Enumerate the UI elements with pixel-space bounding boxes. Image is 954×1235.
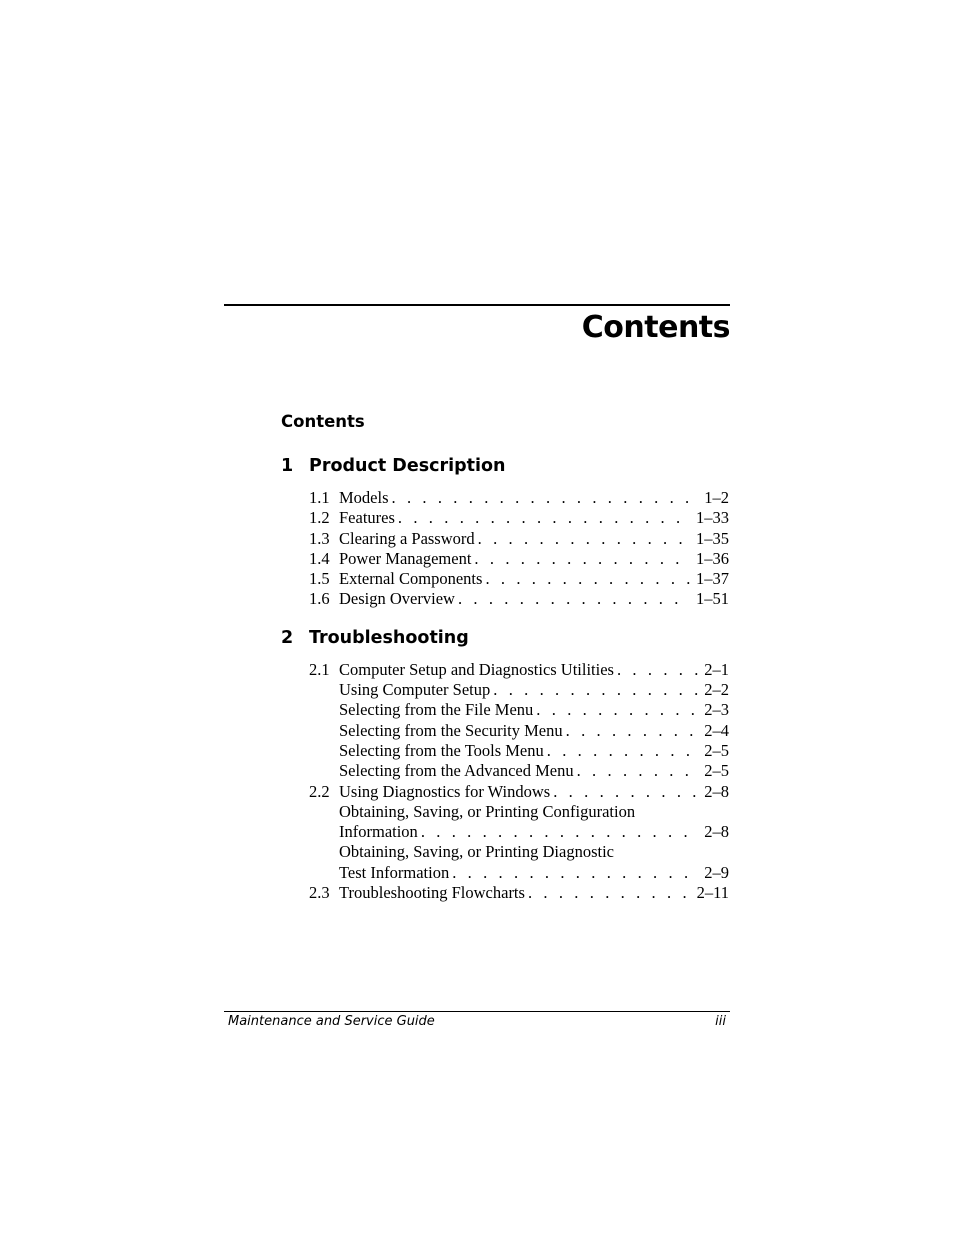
entry-page: 2–11 <box>696 883 729 903</box>
entry-number: 2.2 <box>309 781 330 801</box>
toc-entry[interactable] <box>309 508 729 528</box>
toc-entry[interactable] <box>309 488 729 508</box>
toc-subentry[interactable] <box>309 680 729 700</box>
dot-leader <box>553 782 698 802</box>
entry-page: 2–8 <box>704 822 729 842</box>
entry-page: 2–5 <box>704 740 729 760</box>
entry-page: 2–8 <box>704 781 729 801</box>
entry-title: Design Overview <box>339 589 455 609</box>
dot-leader <box>478 529 690 549</box>
entry-page: 1–2 <box>704 488 729 507</box>
entry-title-line1: Obtaining, Saving, or Printing Configuration <box>339 801 636 821</box>
entry-number: 1.5 <box>309 569 330 589</box>
dot-leader <box>485 569 690 589</box>
chapter-1-entries <box>309 488 729 610</box>
entry-page: 1–35 <box>696 528 729 548</box>
entry-page: 1–37 <box>696 569 729 589</box>
entry-number: 2.3 <box>309 883 330 903</box>
chapter-2-heading[interactable] <box>281 624 729 652</box>
entry-title: Test Information <box>339 862 450 882</box>
entry-title: Using Computer Setup <box>339 680 491 700</box>
dot-leader <box>392 488 699 508</box>
entry-title: Features <box>339 508 395 528</box>
toc-entry[interactable] <box>309 589 729 609</box>
toc-subentry-wrap-line[interactable] <box>309 802 729 822</box>
toc-subentry[interactable] <box>309 700 729 720</box>
chapter-number: 2 <box>281 627 294 648</box>
dot-leader <box>617 660 698 680</box>
entry-page: 2–4 <box>704 720 729 740</box>
entry-title: Selecting from the Advanced Menu <box>339 761 574 781</box>
page-title: Contents <box>581 310 730 345</box>
entry-title-line1: Obtaining, Saving, or Printing Diagnostic <box>339 842 614 862</box>
toc-entry[interactable] <box>309 549 729 569</box>
entry-title: Information <box>339 822 418 842</box>
dot-leader <box>536 700 698 720</box>
chapter-title: Product Description <box>309 456 506 476</box>
dot-leader <box>566 721 699 741</box>
chapter-number: 1 <box>281 456 294 476</box>
toc-entry[interactable] <box>309 529 729 549</box>
toc-entry[interactable] <box>309 569 729 589</box>
toc-subentry[interactable] <box>309 741 729 761</box>
entry-number: 1.3 <box>309 528 330 548</box>
chapter-title: Troubleshooting <box>309 627 469 648</box>
entry-page: 2–1 <box>704 659 729 679</box>
entry-title: Models <box>339 488 389 507</box>
entry-title: Selecting from the Tools Menu <box>339 740 544 760</box>
footer-page-number: iii <box>715 1014 726 1029</box>
toc-subentry[interactable] <box>309 721 729 741</box>
title-rule <box>224 304 730 306</box>
toc-subentry[interactable] <box>309 863 729 883</box>
entry-title: Computer Setup and Diagnostics Utilities <box>339 659 614 679</box>
entry-title: External Components <box>339 569 483 589</box>
chapter-1-heading[interactable] <box>281 452 729 480</box>
entry-title: Selecting from the Security Menu <box>339 720 563 740</box>
toc-subentry[interactable] <box>309 761 729 781</box>
entry-page: 2–5 <box>704 761 729 781</box>
dot-leader <box>547 741 698 761</box>
entry-title: Clearing a Password <box>339 528 475 548</box>
footer-document-title: Maintenance and Service Guide <box>228 1014 435 1029</box>
table-of-contents <box>281 408 729 917</box>
entry-title: Troubleshooting Flowcharts <box>339 883 525 903</box>
entry-page: 1–33 <box>696 508 729 528</box>
dot-leader <box>493 680 698 700</box>
entry-page: 2–9 <box>704 862 729 882</box>
entry-title: Power Management <box>339 548 472 568</box>
dot-leader <box>474 549 690 569</box>
entry-number: 2.1 <box>309 659 330 679</box>
dot-leader <box>398 508 690 528</box>
dot-leader <box>452 863 698 883</box>
entry-page: 1–51 <box>696 589 729 609</box>
dot-leader <box>528 883 691 903</box>
entry-title: Using Diagnostics for Windows <box>339 781 551 801</box>
entry-page: 2–2 <box>704 680 729 700</box>
footer-rule <box>224 1011 730 1012</box>
toc-entry[interactable] <box>309 782 729 802</box>
entry-number: 1.2 <box>309 508 330 528</box>
toc-contents-heading[interactable]: Contents <box>281 412 365 431</box>
entry-number: 1.1 <box>309 488 330 507</box>
entry-number: 1.6 <box>309 589 330 609</box>
toc-entry[interactable] <box>309 660 729 680</box>
toc-subentry[interactable] <box>309 822 729 842</box>
dot-leader <box>577 761 699 781</box>
toc-entry[interactable] <box>309 883 729 903</box>
dot-leader <box>421 822 698 842</box>
dot-leader <box>458 589 690 609</box>
entry-title: Selecting from the File Menu <box>339 700 534 720</box>
chapter-2-entries <box>309 660 729 904</box>
entry-number: 1.4 <box>309 548 330 568</box>
toc-subentry-wrap-line[interactable] <box>309 842 729 862</box>
entry-page: 1–36 <box>696 548 729 568</box>
entry-page: 2–3 <box>704 700 729 720</box>
